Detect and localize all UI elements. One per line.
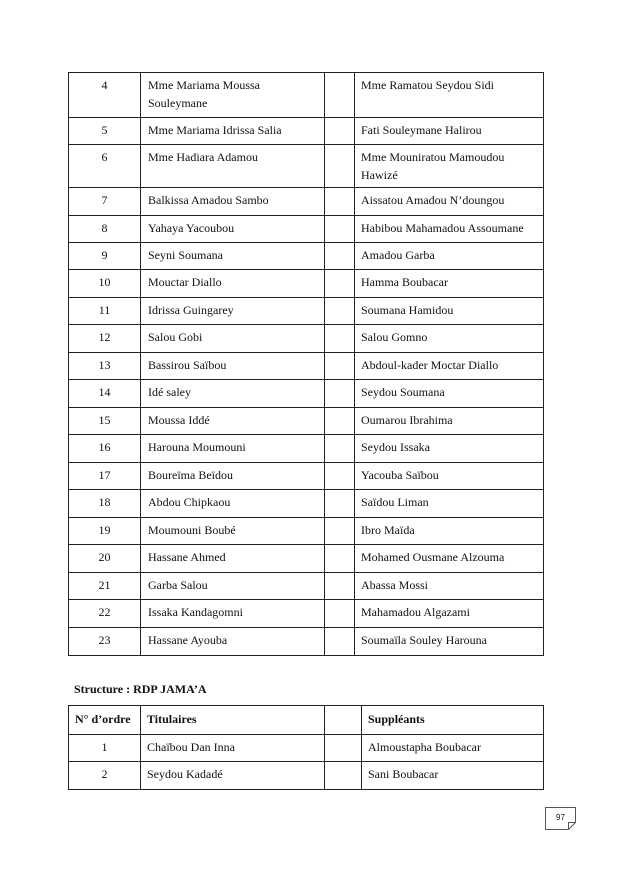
empty-cell [325, 353, 355, 380]
suppleant-name: Hamma Boubacar [361, 275, 448, 289]
table-row [69, 573, 544, 600]
titulaire-name: Mme Mariama Moussa Souleymane [148, 78, 260, 110]
page-number-box [545, 807, 576, 830]
titulaire-name: Moussa Iddé [148, 413, 210, 427]
titulaire-name: Idrissa Guingarey [148, 303, 234, 317]
table-row [69, 600, 544, 628]
titulaire-name: Abdou Chipkaou [148, 495, 231, 509]
table-row [69, 188, 544, 216]
titulaire-name: Mouctar Diallo [148, 275, 222, 289]
table-row [69, 270, 544, 298]
row-number: 19 [98, 523, 111, 537]
empty-cell [325, 628, 355, 656]
empty-cell [325, 73, 355, 118]
row-number: 6 [101, 150, 108, 164]
empty-cell [325, 600, 355, 628]
titulaire-name: Seydou Kadadé [147, 767, 223, 781]
suppleant-name: Yacouba Saïbou [361, 468, 439, 482]
titulaire-name: Hassane Ayouba [148, 633, 228, 647]
suppleant-name: Mme Ramatou Seydou Sidi [361, 78, 494, 92]
suppleant-name: Soumaïla Souley Harouna [361, 633, 487, 647]
titulaire-name: Chaïbou Dan Inna [147, 740, 235, 754]
suppleant-name: Mme Mouniratou Mamoudou Hawizé [361, 150, 505, 182]
row-number: 14 [98, 385, 111, 399]
structure-heading: Structure : RDP JAMA’A [74, 682, 207, 696]
suppleant-name: Amadou Garba [361, 248, 435, 262]
table-row [69, 325, 544, 353]
titulaire-name: Mme Hadiara Adamou [148, 150, 258, 164]
titulaire-name: Idé saley [148, 385, 191, 399]
empty-cell [325, 145, 355, 188]
suppleant-name: Saïdou Liman [361, 495, 429, 509]
empty-cell [325, 243, 355, 270]
table-row [69, 216, 544, 243]
table-row [69, 145, 544, 188]
suppleant-name: Seydou Soumana [361, 385, 445, 399]
empty-cell [325, 545, 355, 573]
titulaire-name: Moumouni Boubé [148, 523, 236, 537]
table-row [69, 490, 544, 518]
empty-cell [325, 188, 355, 216]
empty-cell [325, 380, 355, 408]
row-number: 10 [98, 275, 111, 289]
empty-cell [325, 325, 355, 353]
table-row [69, 243, 544, 270]
table-row [69, 628, 544, 656]
titulaire-name: Mme Mariama Idrissa Salia [148, 123, 282, 137]
row-number: 15 [98, 413, 111, 427]
table-row [69, 408, 544, 435]
titulaire-name: Bassirou Saïbou [148, 358, 227, 372]
table-row [69, 298, 544, 325]
table-row [69, 545, 544, 573]
titulaire-name: Hassane Ahmed [148, 550, 226, 564]
empty-cell [325, 518, 355, 545]
row-number: 18 [98, 495, 111, 509]
rdp-jamaa-table [68, 705, 544, 790]
row-number: 16 [98, 440, 111, 454]
empty-cell [325, 706, 362, 735]
row-number: 23 [98, 633, 111, 647]
suppleant-name: Seydou Issaka [361, 440, 430, 454]
titulaire-name: Seyni Soumana [148, 248, 223, 262]
header-order: N° d’ordre [75, 712, 131, 726]
page-number: 97 [556, 813, 565, 822]
row-number: 12 [98, 330, 111, 344]
empty-cell [325, 762, 362, 790]
table-row [69, 353, 544, 380]
row-number: 8 [101, 221, 108, 235]
row-number: 13 [98, 358, 111, 372]
empty-cell [325, 573, 355, 600]
suppleant-name: Abdoul-kader Moctar Diallo [361, 358, 499, 372]
table-row [69, 735, 544, 762]
table-row [69, 463, 544, 490]
table-header-row [69, 706, 544, 735]
suppleant-name: Salou Gomno [361, 330, 428, 344]
table-row [69, 435, 544, 463]
suppleant-name: Soumana Hamidou [361, 303, 454, 317]
table-row [69, 118, 544, 145]
titulaire-name: Issaka Kandagomni [148, 605, 243, 619]
suppleant-name: Fati Souleymane Halirou [361, 123, 482, 137]
row-number: 5 [101, 123, 108, 137]
members-table [68, 72, 544, 656]
suppleant-name: Sani Boubacar [368, 767, 439, 781]
suppleant-name: Mahamadou Algazami [361, 605, 470, 619]
titulaire-name: Yahaya Yacoubou [148, 221, 235, 235]
table-row [69, 762, 544, 790]
empty-cell [325, 270, 355, 298]
suppleant-name: Mohamed Ousmane Alzouma [361, 550, 505, 564]
header-titulaires: Titulaires [147, 712, 197, 726]
titulaire-name: Salou Gobi [148, 330, 203, 344]
row-number: 21 [98, 578, 111, 592]
row-number: 2 [101, 767, 108, 781]
empty-cell [325, 298, 355, 325]
empty-cell [325, 118, 355, 145]
suppleant-name: Ibro Maïda [361, 523, 415, 537]
suppleant-name: Aissatou Amadou N’doungou [361, 193, 505, 207]
empty-cell [325, 490, 355, 518]
row-number: 7 [101, 193, 108, 207]
titulaire-name: Harouna Moumouni [148, 440, 246, 454]
table-row [69, 380, 544, 408]
empty-cell [325, 463, 355, 490]
header-suppleants: Suppléants [368, 712, 425, 726]
table-row [69, 518, 544, 545]
row-number: 9 [101, 248, 108, 262]
empty-cell [325, 408, 355, 435]
suppleant-name: Oumarou Ibrahima [361, 413, 453, 427]
row-number: 4 [101, 78, 108, 92]
row-number: 17 [98, 468, 111, 482]
titulaire-name: Boureïma Beïdou [148, 468, 233, 482]
empty-cell [325, 435, 355, 463]
row-number: 1 [101, 740, 108, 754]
empty-cell [325, 216, 355, 243]
titulaire-name: Balkissa Amadou Sambo [148, 193, 269, 207]
row-number: 11 [98, 303, 111, 317]
empty-cell [325, 735, 362, 762]
suppleant-name: Almoustapha Boubacar [368, 740, 481, 754]
table-row [69, 73, 544, 118]
suppleant-name: Abassa Mossi [361, 578, 429, 592]
row-number: 20 [98, 550, 111, 564]
row-number: 22 [98, 605, 111, 619]
suppleant-name: Habibou Mahamadou Assoumane [361, 221, 524, 235]
titulaire-name: Garba Salou [148, 578, 208, 592]
